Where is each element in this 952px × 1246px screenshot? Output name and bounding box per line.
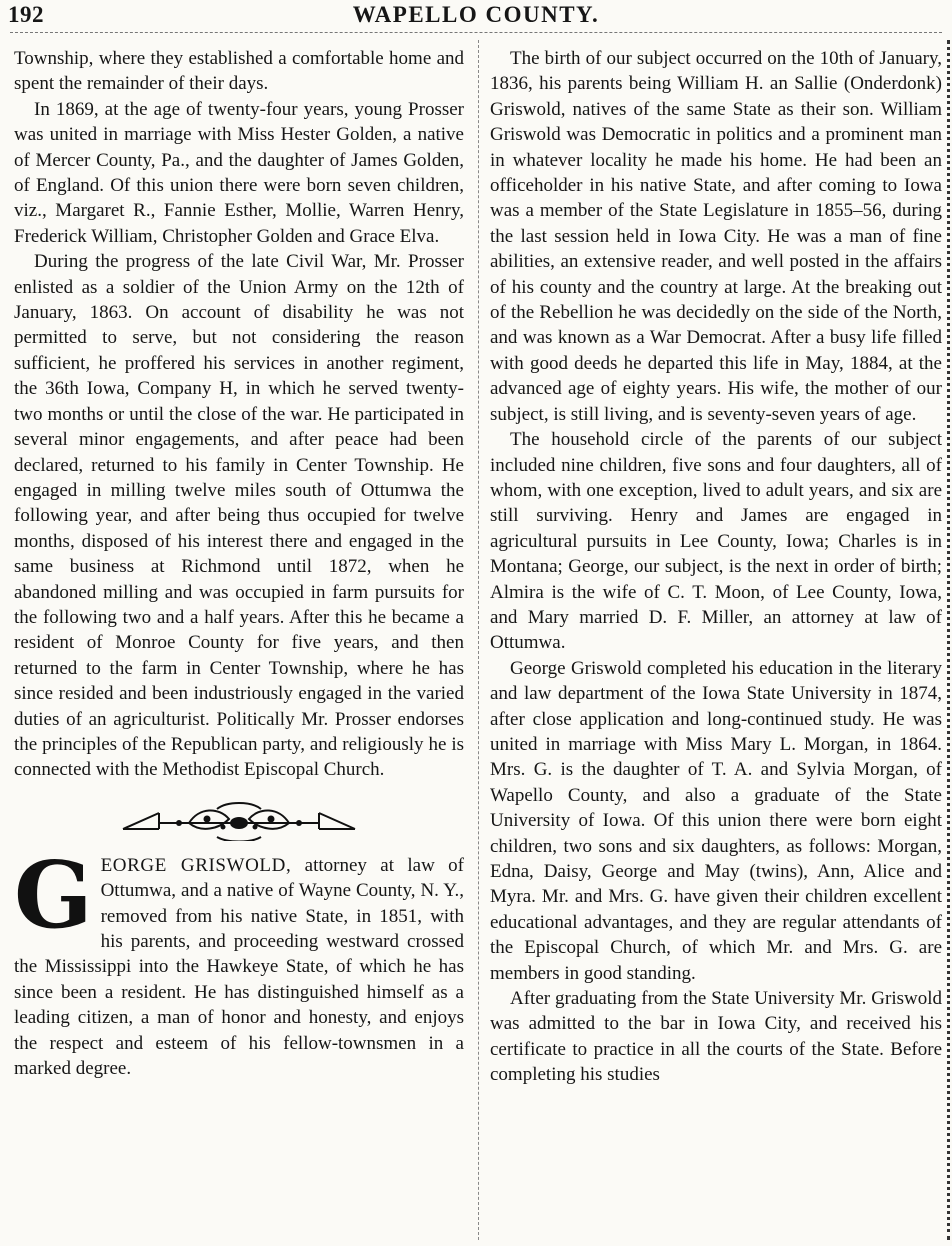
page-header bbox=[0, 0, 952, 36]
paragraph: The household circle of the parents of our subject included nine children, five sons and four daughters, all of whom, with one exception, lived to adult years, and six are still surviving. Henry and James are engaged in agricultural pursuits in Lee County, Iowa; Charles is in Montana; George, our subject, is the next in order of birth; Almira is the wife of C. T. Moon, of Lee County, Iowa, and Mary married D. F. Miller, an attorney at law of Ottumwa. bbox=[490, 429, 942, 654]
paragraph: Township, where they established a comfortable home and spent the remainder of their days. bbox=[14, 48, 464, 95]
paragraph: The birth of our subject occurred on the 10th of January, 1836, his parents being William H. an Sallie (Onderdonk) Griswold, natives of the same State as their son. William Griswold was Democratic in politics and a prominent man in whatever locality he made his home. He had been an officeholder in his native State, and after coming to Iowa was a member of the State Legislature in 1855–56, during the last session held in Iowa City. He was a man of fine abilities, an extensive reader, and well posted in the affairs of his county and the country at large. At the breaking out of the Rebellion he was decidedly on the side of the North, and was known as a War Democrat. After a busy life filled with good deeds he departed this life in May, 1884, at the advanced age of eighty years. His wife, the mother of our subject, is still living, and is seventy-seven years of age. bbox=[490, 48, 942, 425]
paragraph: In 1869, at the age of twenty-four years, young Prosser was united in marriage with Miss Hester Golden, a native of Mercer County, Pa., and the daughter of James Golden, of England. Of this union there were born seven children, viz., Margaret R., Fannie Esther, Mollie, Warren Henry, Frederick William, Christopher Golden and Grace Elva. bbox=[14, 98, 464, 247]
paragraph: During the progress of the late Civil War, Mr. Prosser enlisted as a soldier of the Union Army on the 12th of January, 1863. On account of disability he was not permitted to serve, but not considering the reason sufficient, he proffered his services in another regiment, the 36th Iowa, Company H, in which he served twenty-two months or until the close of the war. He participated in several minor engagements, and after peace had been declared, returned to his family in Center Township. He engaged in milling twelve miles south of Ottumwa the following year, and after being thus occupied for twelve months, disposed of his interest there and engaged in the same business at Richmond until 1872, when he abandoned milling and was occupied in farm pursuits for the following two and a half years. After this he became a resident of Monroe County for five years, and then returned to the farm in Center Township, where he has since resided and been industriously engaged in the varied duties of an agriculturist. Politically Mr. Prosser endorses the principles of the Republican party, and religiously he is connected with the Methodist Episcopal Church. bbox=[14, 251, 464, 781]
paragraph: After graduating from the State University Mr. Griswold was admitted to the bar in Iowa City, and received his certificate to practice in all the courts of the State. Before completing his studies bbox=[490, 988, 942, 1086]
running-head: WAPELLO COUNTY. bbox=[352, 2, 600, 27]
paragraph: George Griswold completed his education in the literary and law department of the Iowa State University in 1874, after close application and long-continued study. He was united in marriage with Miss Mary L. Morgan, in 1864. Mrs. G. is the daughter of T. A. and Sylvia Morgan, of Wapello County, and also a graduate of the State University of Iowa. Of this union there were born eight children, two sons and six daughters, as follows: Morgan, Edna, Daisy, George and May (twins), Ann, Alice and Myra. Mr. and Mrs. G. have given their children excellent educational advantages, and they are regular attendants of the Episcopal Church, of which Mr. and Mrs. G. are members in good standing. bbox=[490, 657, 942, 984]
right-column bbox=[490, 46, 942, 1088]
page-edge-rule bbox=[947, 40, 950, 1240]
biography-opening bbox=[14, 840, 464, 1082]
biography-intro: attorney at law of Ottumwa, and a native of Wayne County, N. Y., removed from his native State, in 1851, with his parents, and proceeding westward crossed the Mississippi into the Hawkeye State, of which he has since been a resident. He has distinguished himself as a leading citizen, a man of honor and honesty, and enjoys the respect and esteem of his fellow-townsmen in a marked degree. bbox=[14, 854, 464, 1080]
column-divider bbox=[478, 40, 479, 1240]
left-column bbox=[14, 46, 464, 1081]
drop-cap: G bbox=[14, 840, 93, 949]
biography-name: EORGE GRISWOLD, bbox=[100, 854, 292, 876]
header-rule bbox=[10, 32, 942, 33]
section-ornament bbox=[119, 799, 359, 841]
page-number: 192 bbox=[8, 2, 44, 27]
